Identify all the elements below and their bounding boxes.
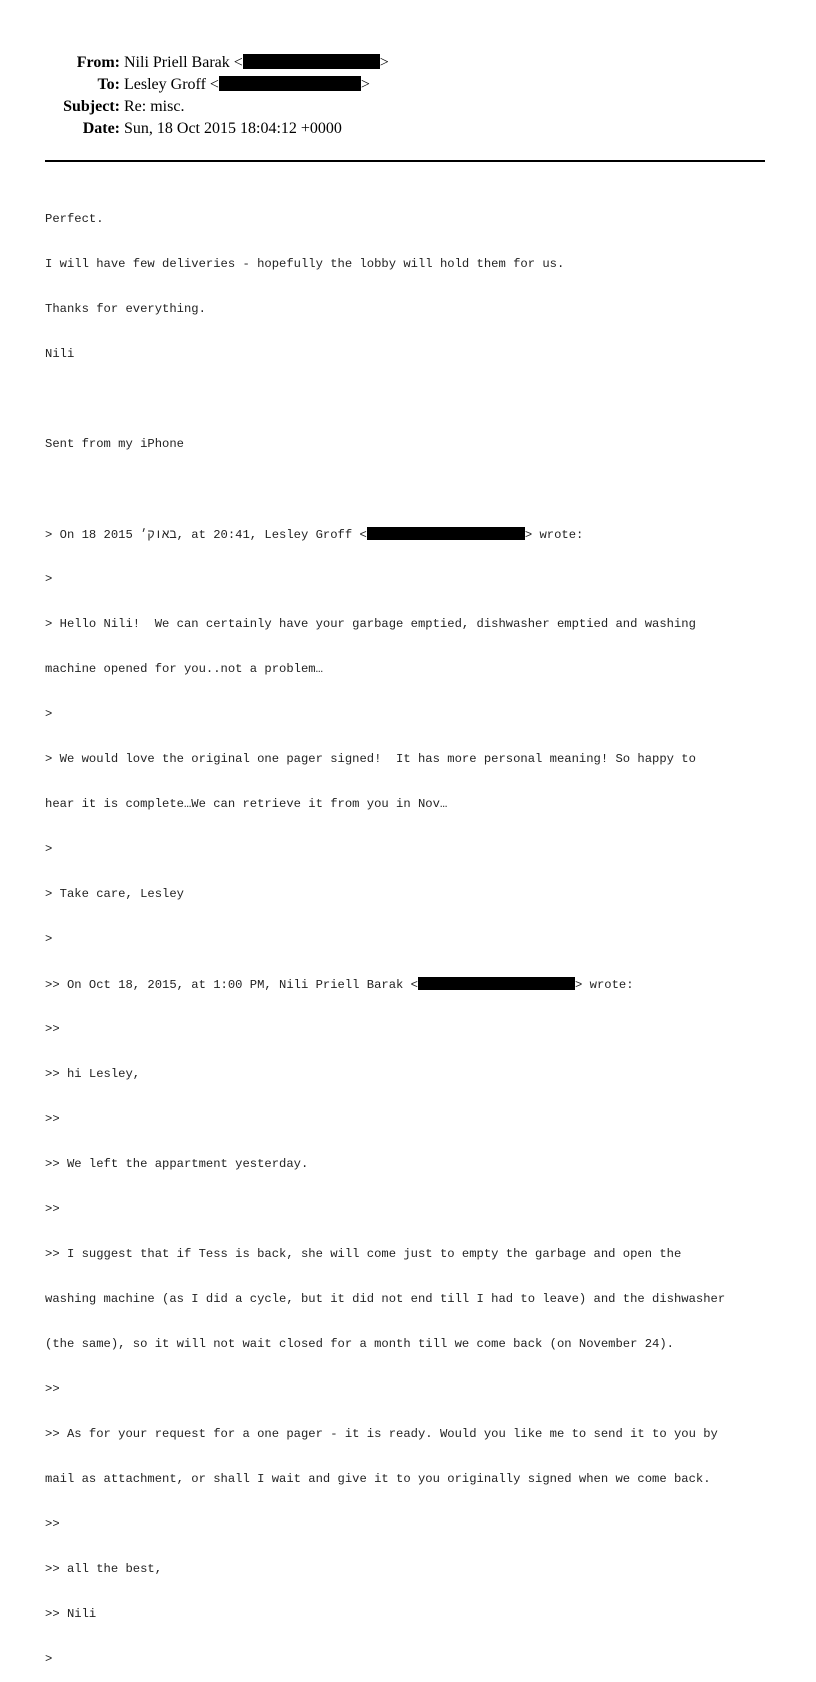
body-line: Nili bbox=[45, 347, 75, 361]
body-line: hear it is complete…We can retrieve it from you in Nov… bbox=[45, 797, 448, 811]
subject-label: Subject: bbox=[63, 98, 120, 115]
email-header bbox=[0, 52, 816, 140]
quoted-header-line bbox=[45, 977, 780, 992]
quoted-header-text: >> On Oct 18, 2015, at 1:00 PM, Nili Priell Barak < bbox=[45, 978, 418, 992]
from-name: Nili Priell Barak < bbox=[124, 54, 243, 71]
body-line: I will have few deliveries - hopefully the lobby will hold them for us. bbox=[45, 257, 565, 271]
body-line: Thanks for everything. bbox=[45, 302, 206, 316]
from-value bbox=[124, 52, 389, 74]
body-line: Sent from my iPhone bbox=[45, 437, 184, 451]
body-line: > Hello Nili! We can certainly have your garbage emptied, dishwasher emptied and washing bbox=[45, 617, 696, 631]
body-line: >> bbox=[45, 1202, 60, 1216]
to-value bbox=[124, 74, 370, 96]
date-label: Date: bbox=[82, 120, 120, 137]
quoted-header-suffix: > wrote: bbox=[524, 528, 584, 542]
body-line: washing machine (as I did a cycle, but it did not end till I had to leave) and the dishwasher bbox=[45, 1292, 726, 1306]
body-line: (the same), so it will not wait closed for a month till we come back (on November 24). bbox=[45, 1337, 674, 1351]
quoted-header-suffix: > wrote: bbox=[575, 978, 634, 992]
body-line: > We would love the original one pager signed! It has more personal meaning! So happy to bbox=[45, 752, 696, 766]
redaction-block bbox=[418, 977, 575, 990]
body-line: > bbox=[45, 572, 53, 586]
body-line: >> We left the appartment yesterday. bbox=[45, 1157, 309, 1171]
body-line: > bbox=[45, 842, 53, 856]
body-line: machine opened for you..not a problem… bbox=[45, 662, 323, 676]
date-row bbox=[0, 118, 816, 140]
body-line: > Take care, Lesley bbox=[45, 887, 184, 901]
subject-value: Re: misc. bbox=[124, 98, 185, 115]
header-divider bbox=[45, 160, 765, 162]
from-close: > bbox=[379, 54, 389, 71]
to-close: > bbox=[360, 76, 370, 93]
body-line: >> Nili bbox=[45, 1607, 97, 1621]
quoted-header-line bbox=[45, 527, 780, 542]
redaction-block bbox=[243, 54, 380, 69]
body-line: mail as attachment, or shall I wait and give it to you originally signed when we come back. bbox=[45, 1472, 711, 1486]
body-line: Perfect. bbox=[45, 212, 104, 226]
body-line: > bbox=[45, 707, 53, 721]
body-line: > bbox=[45, 1652, 53, 1666]
to-label: To: bbox=[97, 76, 120, 93]
date-value: Sun, 18 Oct 2015 18:04:12 +0000 bbox=[124, 120, 342, 137]
body-line: >> bbox=[45, 1112, 60, 1126]
email-body bbox=[45, 182, 780, 1682]
body-line: >> bbox=[45, 1517, 60, 1531]
from-row bbox=[0, 52, 816, 74]
from-label: From: bbox=[76, 54, 120, 71]
body-line: > bbox=[45, 932, 53, 946]
body-line: >> I suggest that if Tess is back, she will come just to empty the garbage and open the bbox=[45, 1247, 682, 1261]
redaction-block bbox=[219, 76, 361, 91]
to-name: Lesley Groff < bbox=[124, 76, 219, 93]
body-line bbox=[45, 392, 780, 407]
body-line: >> bbox=[45, 1022, 60, 1036]
quoted-header-text: > On 18 2015 באוק׳, at 20:41, Lesley Groff < bbox=[45, 528, 367, 542]
subject-row bbox=[0, 96, 816, 118]
redaction-block bbox=[367, 527, 525, 540]
body-line: >> hi Lesley, bbox=[45, 1067, 141, 1081]
body-line: >> bbox=[45, 1382, 60, 1396]
body-line: >> all the best, bbox=[45, 1562, 163, 1576]
to-row bbox=[0, 74, 816, 96]
body-line bbox=[45, 482, 780, 497]
body-line: >> As for your request for a one pager - it is ready. Would you like me to send it to you by bbox=[45, 1427, 718, 1441]
